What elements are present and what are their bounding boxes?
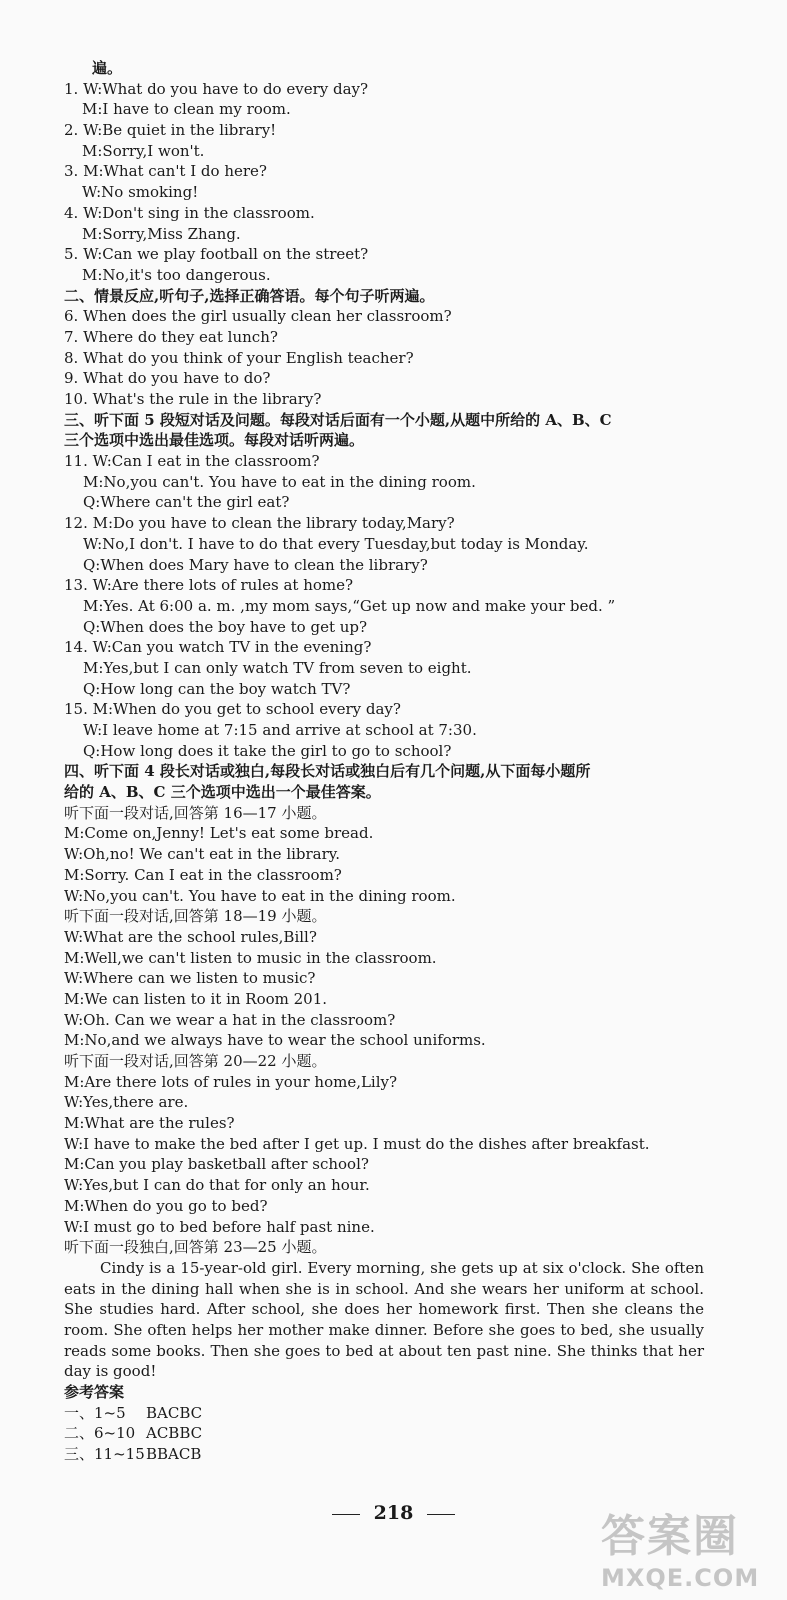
part2-section [64,306,724,409]
q9-line: 9. What do you have to do? [64,369,271,388]
q2-line: 2. W:Be quiet in the library! [64,121,277,140]
q3-line: 3. M:What can't I do here? [64,162,267,181]
dialog-line: M:Can you play basketball after school? [64,1155,369,1174]
answer-row [64,1403,724,1424]
dialog2-section [64,906,724,1051]
q14-answer: M:Yes,but I can only watch TV from seven to eight. [83,658,472,677]
dialog-line: M:Are there lots of rules in your home,Lily? [64,1072,398,1091]
dialog-line: W:Oh. Can we wear a hat in the classroom? [64,1010,396,1029]
q5-response: M:No,it's too dangerous. [82,265,271,284]
dialog1-section [64,803,724,906]
q15-question: Q:How long does it take the girl to go to school? [83,741,452,760]
dialog-line: M:We can listen to it in Room 201. [64,989,328,1008]
q10-line: 10. What's the rule in the library? [64,390,322,408]
dialog-line: W:I have to make the bed after I get up. I must do the dishes after breakfast. [64,1134,650,1153]
q8-line: 8. What do you think of your English teacher? [64,348,414,367]
answer-range: 二、6~10 [64,1424,136,1443]
q4-line: 4. W:Don't sing in the classroom. [64,203,315,222]
q13-question: Q:When does the boy have to get up? [83,617,368,636]
dialog-line: W:Where can we listen to music? [64,969,316,988]
dialog-line: W:What are the school rules,Bill? [64,927,317,946]
answer-range: 三、11~15 [64,1445,145,1464]
part3-section [64,451,724,761]
q14-line: 14. W:Can you watch TV in the evening? [64,638,372,657]
dialog-line: M:Well,we can't listen to music in the classroom. [64,948,437,967]
dialog-line: M:When do you go to bed? [64,1196,268,1215]
dialog-line: W:Oh,no! We can't eat in the library. [64,845,341,864]
dialog-line: M:What are the rules? [64,1114,235,1133]
top-fragment: 遍。 [92,59,123,77]
watermark-logo-text: 答案圈 [601,1511,739,1562]
answer-row [64,1444,724,1465]
q14-question: Q:How long can the boy watch TV? [83,679,351,698]
answer-keys: BACBC [146,1403,203,1422]
q15-answer: W:I leave home at 7:15 and arrive at school at 7:30. [83,721,477,739]
part3-heading-line2: 三个选项中选出最佳选项。每段对话听两遍。 [64,431,365,450]
q1-line: 1. W:What do you have to do every day? [64,79,369,98]
q6-line: 6. When does the girl usually clean her classroom? [64,307,452,326]
q12-line: 12. M:Do you have to clean the library today,Mary? [64,514,455,533]
watermark-url: MXQE.COM [601,1564,760,1592]
dialog3-intro: 听下面一段对话,回答第 20—22 小题。 [64,1052,327,1070]
part1-section [64,79,724,286]
dialog-line: W:No,you can't. You have to eat in the dining room. [64,886,456,905]
answer-keys: ACBBC [146,1424,203,1443]
dialog1-intro: 听下面一段对话,回答第 16—17 小题。 [64,803,327,822]
q5-line: 5. W:Can we play football on the street? [64,245,369,264]
dash-right [427,1514,455,1515]
q15-line: 15. M:When do you get to school every day? [64,700,401,719]
dialog2-intro: 听下面一段对话,回答第 18—19 小题。 [64,907,327,926]
document-page [64,58,724,1465]
q11-question: Q:Where can't the girl eat? [83,493,290,512]
q4-response: M:Sorry,Miss Zhang. [82,224,241,243]
q13-line: 13. W:Are there lots of rules at home? [64,576,354,595]
watermark-logo [601,1500,781,1592]
monologue-intro: 听下面一段独白,回答第 23—25 小题。 [64,1238,327,1257]
q1-response: M:I have to clean my room. [82,100,291,119]
page-number-text: 218 [373,1502,414,1524]
part3-heading-line1: 三、听下面 5 段短对话及问题。每段对话后面有一个小题,从题中所给的 A、B、C [64,410,612,429]
q12-answer: W:No,I don't. I have to do that every Tuesday,but today is Monday. [83,534,589,553]
q12-question: Q:When does Mary have to clean the library? [83,555,428,574]
answer-row [64,1423,724,1444]
q11-answer: M:No,you can't. You have to eat in the dining room. [83,472,476,491]
answer-range: 一、1~5 [64,1403,126,1422]
q7-line: 7. Where do they eat lunch? [64,327,278,346]
dash-left [332,1514,360,1515]
q13-answer: M:Yes. At 6:00 a. m. ,my mom says,“Get up now and make your bed. ” [83,596,616,615]
dialog-line: W:I must go to bed before half past nine. [64,1217,375,1236]
dialog-line: M:Come on,Jenny! Let's eat some bread. [64,824,374,843]
q3-response: W:No smoking! [82,183,199,202]
q2-response: M:Sorry,I won't. [82,141,205,160]
dialog-line: M:No,and we always have to wear the school uniforms. [64,1031,486,1050]
part2-heading: 二、情景反应,听句子,选择正确答语。每个句子听两遍。 [64,286,435,305]
dialog-line: M:Sorry. Can I eat in the classroom? [64,865,342,884]
monologue-section [64,1237,724,1382]
part4-heading-line1: 四、听下面 4 段长对话或独白,每段长对话或独白后有几个问题,从下面每小题所 [64,762,591,781]
answer-keys: BBACB [146,1445,202,1464]
q11-line: 11. W:Can I eat in the classroom? [64,452,320,471]
dialog-line: W:Yes,but I can do that for only an hour. [64,1176,370,1195]
dialog3-section [64,1051,724,1237]
part4-heading-line2: 给的 A、B、C 三个选项中选出一个最佳答案。 [64,783,381,802]
answer-key [64,1382,724,1465]
monologue-text: Cindy is a 15-year-old girl. Every morning, she gets up at six o'clock. She often eats in the dining hall when she is in school. And she wears her uniform at school. She studies hard. After school, she does her homework first. Then she cleans the room. She often helps her mother make dinner. Before she goes to bed, she usually reads some books. Then she goes to bed at about ten past nine. She thinks that her day is good! [64,1258,704,1381]
answer-key-title: 参考答案 [64,1383,125,1402]
dialog-line: W:Yes,there are. [64,1093,189,1112]
